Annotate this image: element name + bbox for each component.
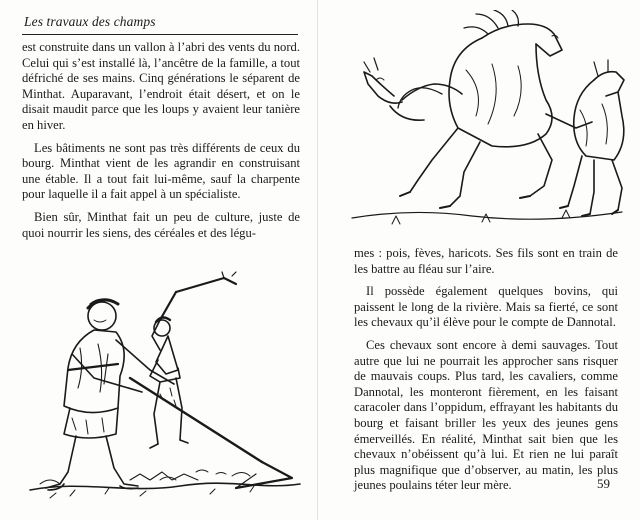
running-head: Les travaux des champs	[24, 14, 156, 29]
left-page-text	[22, 40, 300, 248]
paragraph: Les bâtiments ne sont pas très différents de ceux du bourg. Minthat vient de les agrandir en construisant une étable. Il a tout fait lui-même, sauf la charpente pour laquelle il a fait appel à un spécialiste.	[22, 140, 300, 202]
horses-illustration	[332, 10, 632, 242]
paragraph: mes : pois, fèves, haricots. Ses fils sont en train de les battre au fléau sur l’aire.	[354, 246, 618, 276]
right-page	[322, 0, 640, 520]
paragraph: Ces chevaux sont encore à demi sauvages. Tout autre que lui ne pourrait les approcher sans risquer de mauvais coups. Plus tard, les cavaliers, comme Dannotal, les monteront fièrement, en les faisant caracoler dans l’oppidum, effrayant les habitants du bourg et faisant briller les yeux des jeunes gens émerveillés. En réalité, Minthat sait bien que les chevaux n’obéissent qu’à lui. Et rien ne lui paraît plus magnifique que d’observer, au matin, les plus jeunes poulains téter leur mère.	[354, 337, 618, 493]
threshing-illustration	[10, 258, 310, 508]
page-number: 59	[597, 476, 610, 491]
paragraph: est construite dans un vallon à l’abri des vents du nord. Celui qui s’est installé là, l’ancêtre de la famille, a tout défriché de ses mains. Cinq générations le séparent de Minthat. Auparavant, l’endroit était désert, et on le disait maudit parce que les loups y avaient leur tanière en hiver.	[22, 40, 300, 132]
header-rule	[22, 34, 298, 35]
paragraph: Bien sûr, Minthat fait un peu de culture, juste de quoi nourrir les siens, des céréales et des légu-	[22, 209, 300, 240]
left-page	[0, 0, 318, 520]
paragraph: Il possède également quelques bovins, qui paissent le long de la rivière. Mais sa fierté, ce sont les chevaux qu’il élève pour le compte de Dannotal.	[354, 284, 618, 330]
right-page-text	[354, 246, 618, 501]
gutter-shadow	[317, 0, 318, 520]
